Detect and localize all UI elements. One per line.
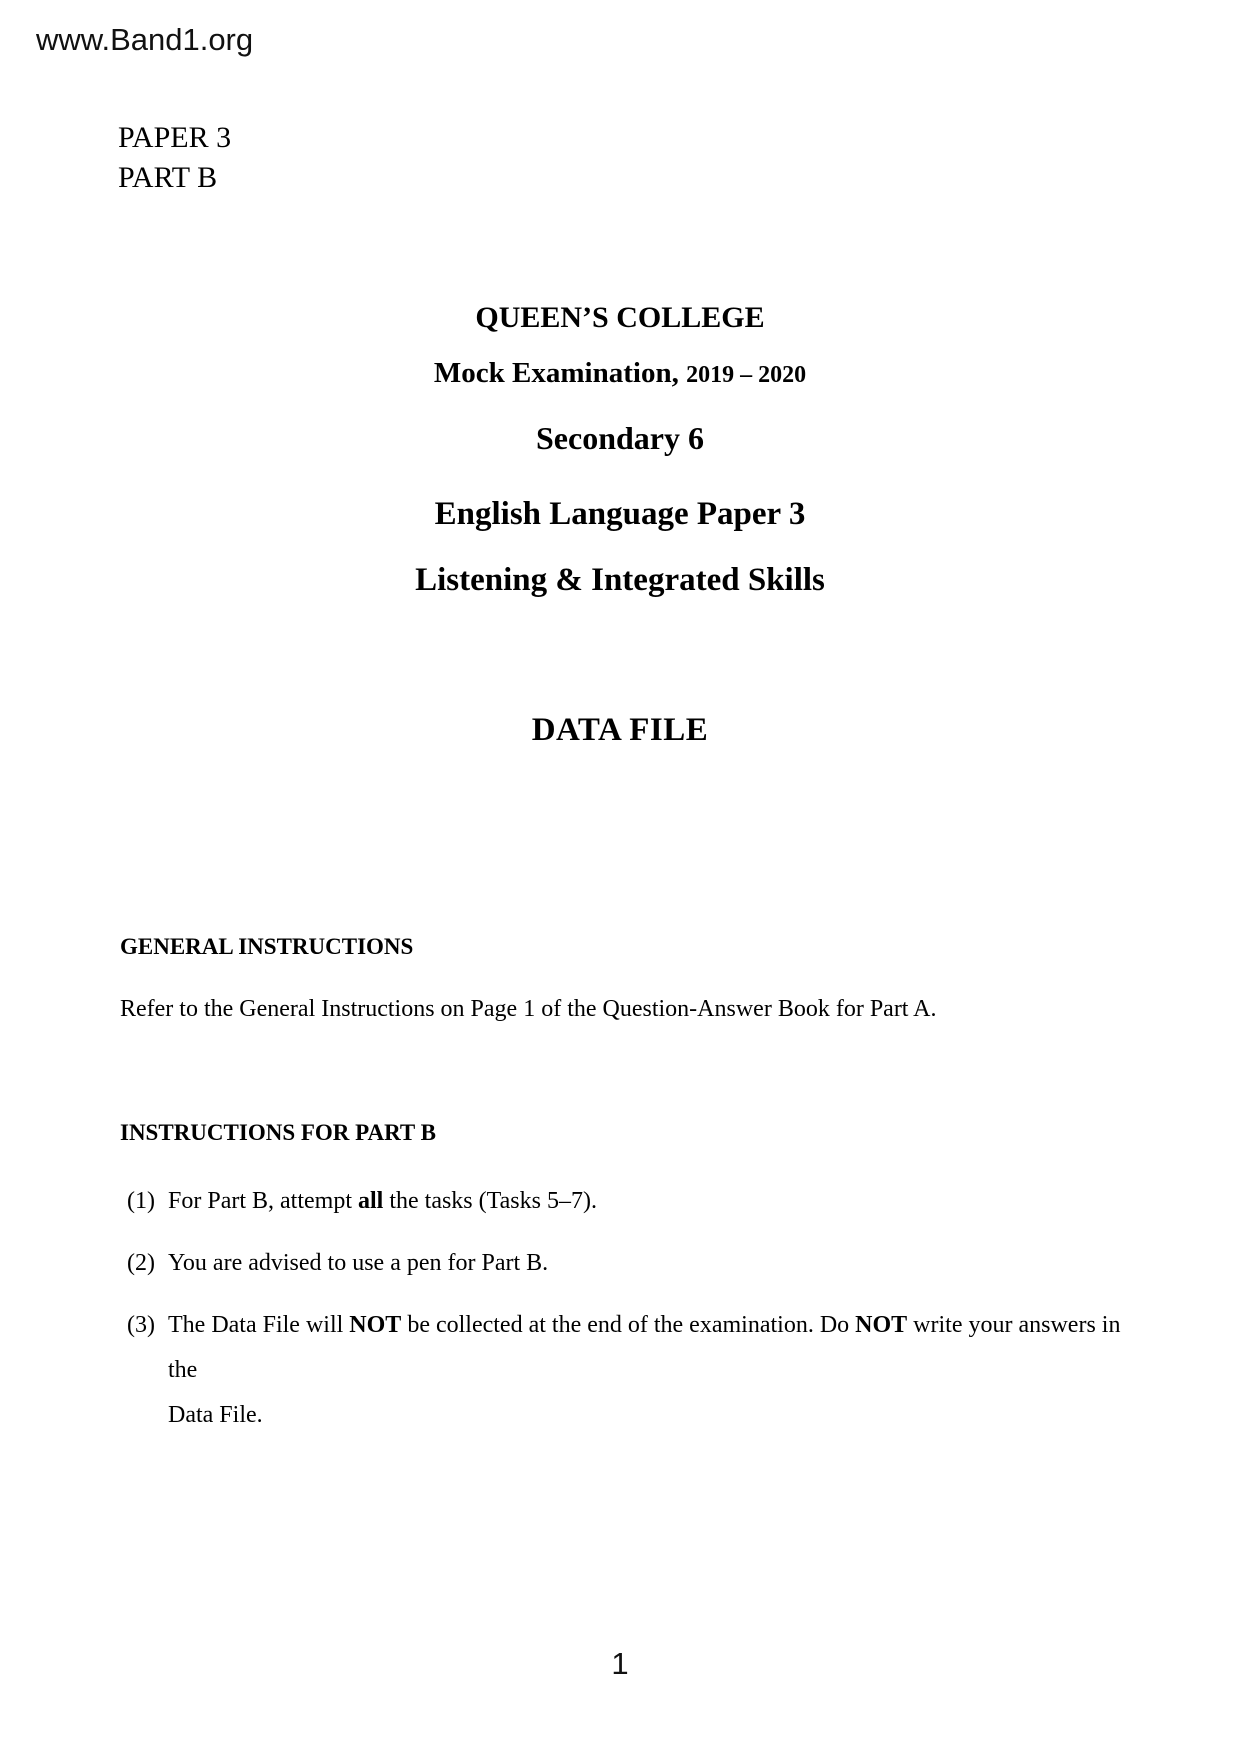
school-name: QUEEN’S COLLEGE <box>475 301 765 334</box>
list-item-1 <box>120 1179 1135 1224</box>
paper-part-block <box>118 118 231 198</box>
list-item-text <box>168 1241 1135 1286</box>
text-run-bold: NOT <box>349 1312 402 1338</box>
form-level: Secondary 6 <box>536 420 704 456</box>
text-run: the tasks (Tasks 5–7). <box>383 1188 597 1214</box>
text-run: write your answers in the <box>168 1312 1121 1383</box>
text-run: You are advised to use a pen for Part B. <box>168 1250 549 1276</box>
spacer <box>679 357 686 389</box>
list-item-number: (3) <box>127 1312 155 1338</box>
part-label: PART B <box>118 161 218 194</box>
text-run-bold: NOT <box>855 1312 908 1338</box>
text-run: The Data File will <box>168 1312 350 1338</box>
site-watermark: www.Band1.org <box>36 22 254 57</box>
list-item-number: (1) <box>127 1188 155 1214</box>
list-item-3 <box>120 1303 1135 1438</box>
part-b-instructions-heading: INSTRUCTIONS FOR PART B <box>120 1120 436 1145</box>
text-run-bold: all <box>357 1188 384 1214</box>
general-instructions-body: Refer to the General Instructions on Page 1 of the Question-Answer Book for Part A. <box>120 996 937 1022</box>
list-item-text <box>168 1303 1135 1438</box>
paper-title: English Language Paper 3 <box>434 496 806 532</box>
paper-number-label: PAPER 3 <box>118 121 232 154</box>
exam-session-line <box>0 357 1240 390</box>
exam-years: 2019 – 2020 <box>686 362 807 388</box>
exam-name: Mock Examination, <box>433 357 679 389</box>
document-type-title: DATA FILE <box>531 712 709 748</box>
list-item-number: (2) <box>127 1250 155 1276</box>
text-run: For Part B, attempt <box>168 1188 358 1214</box>
list-item-text <box>168 1179 1135 1224</box>
list-item-2 <box>120 1241 1135 1286</box>
paper-subject: Listening & Integrated Skills <box>415 562 825 598</box>
general-instructions-heading: GENERAL INSTRUCTIONS <box>120 934 414 959</box>
text-run: be collected at the end of the examination. Do <box>401 1312 856 1338</box>
page-number: 1 <box>611 1646 629 1681</box>
part-b-instruction-list <box>120 1179 1135 1455</box>
text-run: Data File. <box>168 1402 263 1428</box>
